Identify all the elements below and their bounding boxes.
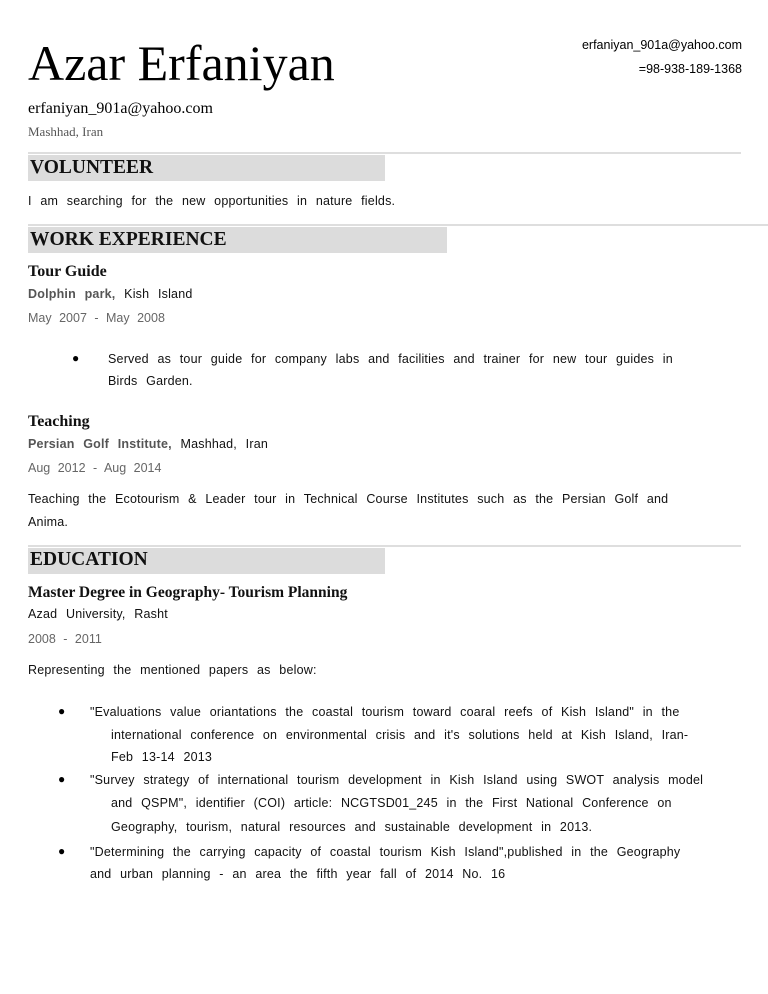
paper-line: "Evaluations value oriantations the coastal tourism toward coaral reefs of Kish Island" in the (90, 705, 680, 719)
company-name: Persian Golf Institute, (28, 437, 172, 451)
paper-line: international conference on environmental crisis and it's solutions held at Kish Island, Iran- (111, 728, 689, 742)
location-text: Mashhad, Iran (28, 124, 104, 139)
section-divider (28, 224, 768, 226)
resume-name: Azar Erfaniyan (28, 35, 335, 91)
section-title-work: WORK EXPERIENCE (30, 229, 227, 250)
job-title: Tour Guide (28, 263, 107, 280)
paper-line: "Determining the carrying capacity of coastal tourism Kish Island",published in the Geography (90, 845, 681, 859)
job-bullet-line: Birds Garden. (108, 374, 193, 388)
job-dates: May 2007 - May 2008 (28, 311, 165, 325)
job-description-line: Anima. (28, 515, 69, 529)
section-title-volunteer: VOLUNTEER (30, 157, 154, 178)
company-place: Kish Island (124, 287, 193, 301)
paper-line: Feb 13-14 2013 (111, 750, 213, 764)
bullet-marker: ● (58, 704, 66, 718)
bullet-marker: ● (72, 351, 80, 365)
email-text: erfaniyan_901a@yahoo.com (28, 100, 213, 117)
job-company-line (28, 437, 268, 451)
degree-title: Master Degree in Geography- Tourism Planning (28, 584, 348, 601)
bullet-marker: ● (58, 844, 66, 858)
volunteer-text: I am searching for the new opportunities in nature fields. (28, 194, 396, 208)
job-company-line (28, 287, 193, 301)
bullet-marker: ● (58, 772, 66, 786)
company-place: Mashhad, Iran (180, 437, 268, 451)
section-divider (28, 545, 741, 547)
paper-line: "Survey strategy of international tourism development in Kish Island using SWOT analysis model (90, 773, 704, 787)
papers-intro: Representing the mentioned papers as below: (28, 663, 317, 677)
section-divider (28, 152, 741, 154)
job-bullet-line: Served as tour guide for company labs and facilities and trainer for new tour guides in (108, 352, 673, 366)
company-name: Dolphin park, (28, 287, 116, 301)
contact-email: erfaniyan_901a@yahoo.com (581, 38, 742, 52)
job-description-line: Teaching the Ecotourism & Leader tour in Technical Course Institutes such as the Persian Golf and (28, 492, 669, 506)
contact-phone: =98-938-189-1368 (638, 62, 742, 76)
job-title: Teaching (28, 413, 90, 430)
education-dates: 2008 - 2011 (28, 632, 102, 646)
paper-line: and QSPM", identifier (COI) article: NCGTSD01_245 in the First National Conference on (111, 796, 672, 810)
job-dates: Aug 2012 - Aug 2014 (28, 461, 162, 475)
paper-line: Geography, tourism, natural resources and sustainable development in 2013. (111, 820, 593, 834)
paper-line: and urban planning - an area the fifth year fall of 2014 No. 16 (90, 867, 506, 881)
school-name: Azad University, Rasht (28, 607, 168, 621)
section-title-education: EDUCATION (30, 549, 148, 570)
